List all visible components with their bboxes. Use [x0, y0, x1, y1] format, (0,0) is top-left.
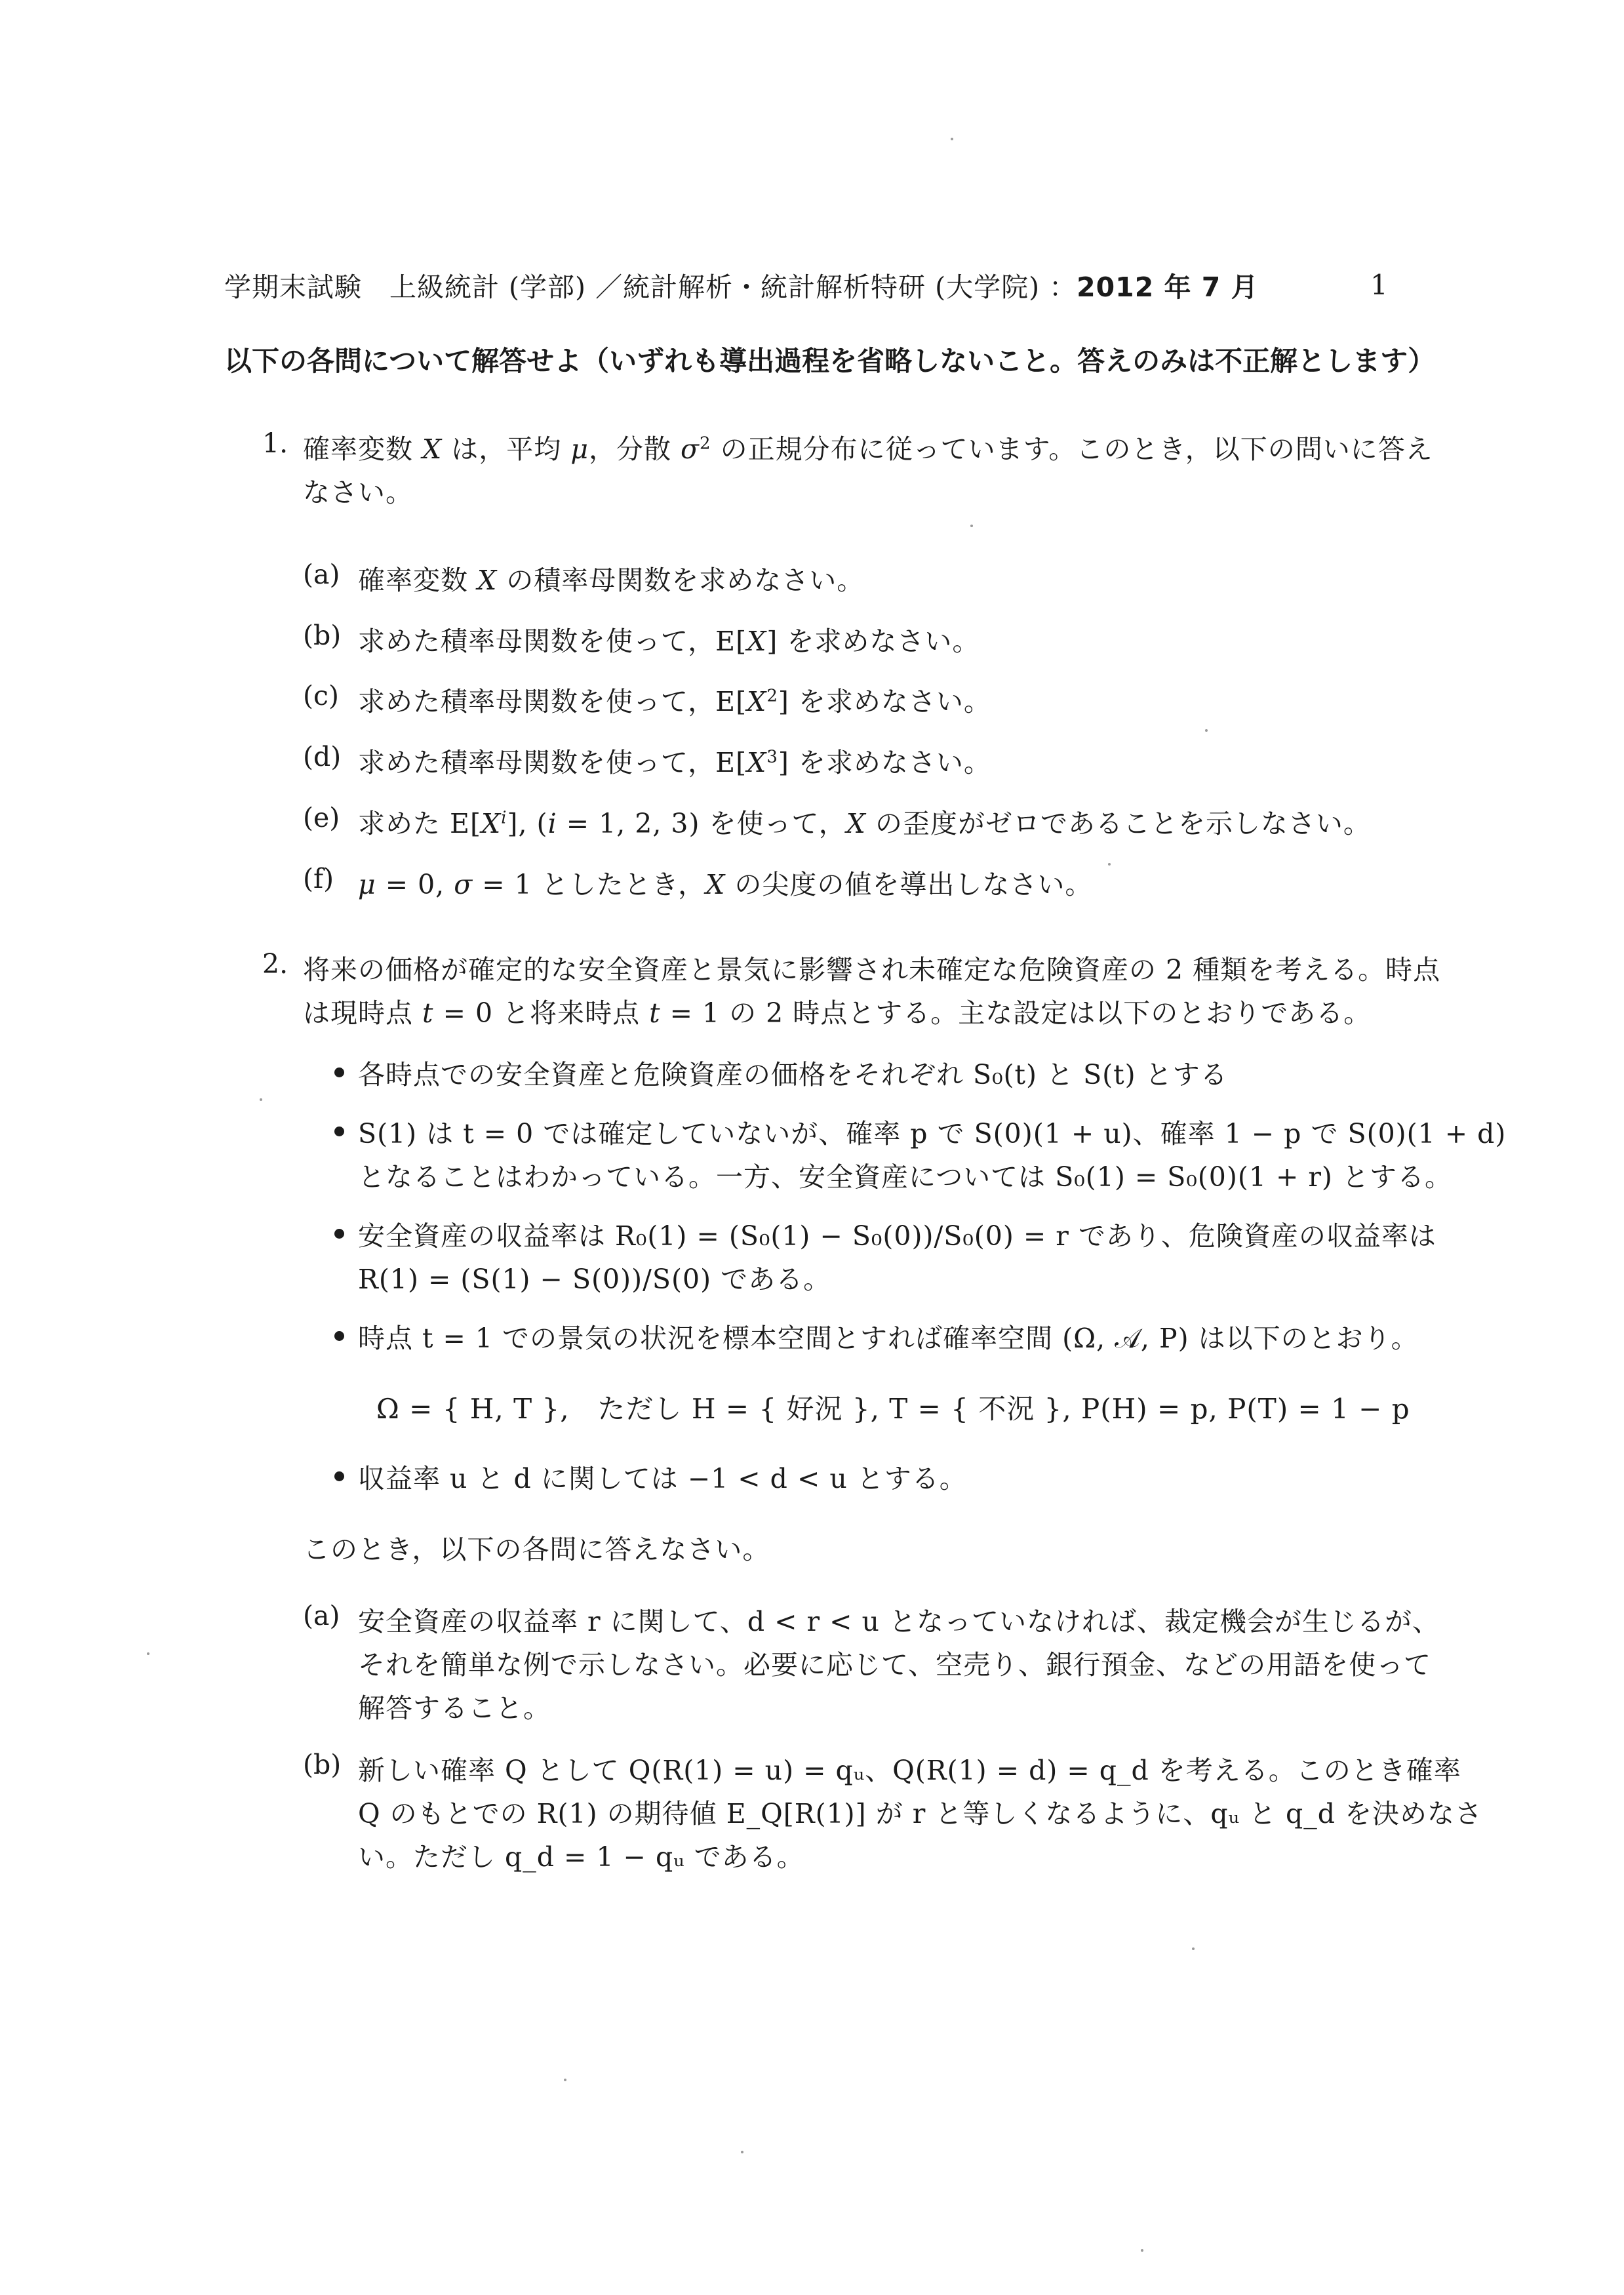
q2-item-b-line2: Q のもとでの R(1) の期待値 E_Q[R(1)] が r と等しくなるように、qᵤ と q_d を決めなさ [358, 1798, 1483, 1829]
header-date: 2012 年 7 月 [1077, 271, 1259, 303]
scan-speck [1192, 1947, 1195, 1950]
bullet-dot [334, 1127, 344, 1136]
scan-speck [741, 2151, 743, 2153]
q2-bullet-2-line2: となることはわかっている。一方、安全資産については S₀(1) = S₀(0)(1 + r) とする。 [358, 1161, 1452, 1193]
scan-speck [564, 2079, 566, 2081]
q2-bullet-2-line1: S(1) は t = 0 では確定していないが、確率 p で S(0)(1 + u)、確率 1 − p で S(0)(1 + d) [358, 1118, 1507, 1149]
q2-bullet-3-line1: 安全資産の収益率は R₀(1) = (S₀(1) − S₀(0))/S₀(0) = r であり、危険資産の収益率は [358, 1220, 1436, 1252]
q2-item-a-line2: それを簡単な例で示しなさい。必要に応じて、空売り、銀行預金、などの用語を使って [358, 1649, 1432, 1681]
q1-item-e-text: 求めた $E[X^i]$, (i = 1, 2, 3) を使って，X の歪度がゼロであることを示しなさい。 [358, 808, 1371, 839]
page-number: 1 [1370, 269, 1388, 301]
q1-item-e-label: (e) [303, 802, 340, 833]
question-1-intro: 確率変数 X は，平均 μ，分散 $\sigma^2$ の正規分布に従っています。このとき，以下の問いに答え [303, 433, 1433, 465]
q2-bullet-5: 収益率 u と d に関しては −1 < d < u とする。 [358, 1463, 967, 1494]
q1-item-d-label: (d) [303, 741, 342, 772]
question-2-intro-line1: 将来の価格が確定的な安全資産と景気に影響され未確定な危険資産の 2 種類を考える。時点 [303, 954, 1441, 986]
q2-item-a-line1: 安全資産の収益率 r に関して、d < r < u となっていなければ、裁定機会が生じるが、 [358, 1606, 1440, 1637]
scan-speck [1141, 2249, 1143, 2252]
q2-lead-text: このとき，以下の各問に答えなさい。 [303, 1534, 770, 1565]
q1-item-a-label: (a) [303, 559, 340, 590]
bullet-dot [334, 1229, 344, 1239]
q1-item-b-text: 求めた積率母関数を使って，E[X] を求めなさい。 [358, 626, 980, 657]
q1-item-d-text: 求めた積率母関数を使って，$E[X^3]$ を求めなさい。 [358, 747, 991, 778]
question-1-number: 1. [262, 428, 288, 459]
q1-item-b-label: (b) [303, 620, 342, 651]
q1-item-f-text: μ = 0, σ = 1 としたとき，X の尖度の値を導出しなさい。 [358, 869, 1093, 900]
bullet-dot [334, 1068, 344, 1077]
question-2-number: 2. [262, 948, 288, 980]
bullet-dot [334, 1331, 344, 1341]
scan-speck [1108, 863, 1111, 866]
exam-instructions: 以下の各問について解答せよ（いずれも導出過程を省略しないこと。答えのみは不正解とします） [224, 345, 1436, 377]
question-1-intro-line2: なさい。 [303, 477, 413, 508]
q2-bullet-3-line2: R(1) = (S(1) − S(0))/S(0) である。 [358, 1264, 831, 1295]
q1-item-f-label: (f) [303, 863, 334, 894]
scan-speck [951, 138, 953, 140]
q2-bullet-1: 各時点での安全資産と危険資産の価格をそれぞれ S₀(t) と S(t) とする [358, 1059, 1228, 1090]
probability-space-formula: Ω = { H, T }, ただし H = { 好況 }, T = { 不況 }, P(H) = p, P(T) = 1 − p [376, 1393, 1410, 1425]
q2-bullet-4: 時点 t = 1 での景気の状況を標本空間とすれば確率空間 (Ω, 𝒜, P) は以下のとおり。 [358, 1323, 1419, 1354]
scan-speck [147, 1652, 149, 1655]
scan-speck [970, 525, 973, 527]
header-title-main: 学期末試験 上級統計 (学部) ／統計解析・統計解析特研 (大学院) ： [224, 271, 1077, 303]
bullet-dot [334, 1471, 344, 1481]
q1-item-c-text: 求めた積率母関数を使って，$E[X^2]$ を求めなさい。 [358, 686, 991, 717]
scan-speck [260, 1098, 262, 1101]
q2-item-a-label: (a) [303, 1600, 340, 1631]
page-header-title [224, 266, 1259, 304]
q1-item-a-text: 確率変数 X の積率母関数を求めなさい。 [358, 565, 865, 596]
q1-item-c-label: (c) [303, 680, 339, 711]
q2-item-b-line1: 新しい確率 Q として Q(R(1) = u) = qᵤ、Q(R(1) = d) = q_d を考える。このとき確率 [358, 1755, 1461, 1786]
q2-item-b-line3: い。ただし q_d = 1 − qᵤ である。 [358, 1841, 804, 1873]
q2-item-b-label: (b) [303, 1749, 342, 1780]
question-2-intro-line2: は現時点 t = 0 と将来時点 t = 1 の 2 時点とする。主な設定は以下のとおりである。 [303, 997, 1372, 1029]
q2-item-a-line3: 解答すること。 [358, 1692, 551, 1724]
scan-speck [1205, 729, 1208, 732]
